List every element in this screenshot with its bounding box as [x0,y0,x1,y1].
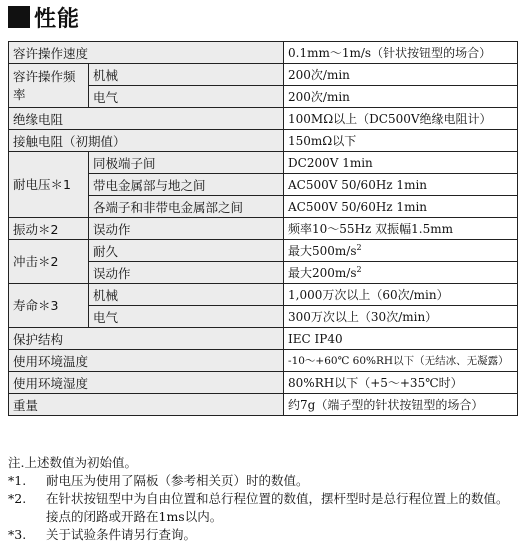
row-value: 约7g（端子型的针状按钮型的场合） [284,394,518,416]
row-value: DC200V 1min [284,152,518,174]
table-row [9,328,518,350]
row-sublabel: 带电金属部与地之间 [89,174,284,196]
superscript: 2 [356,243,362,252]
row-value [284,262,518,284]
row-sublabel: 电气 [89,86,284,108]
row-label: 绝缘电阻 [9,108,284,130]
row-value: AC500V 50/60Hz 1min [284,174,518,196]
note-intro: 注.上述数值为初始值。 [8,455,137,470]
row-label: 使用环境湿度 [9,372,284,394]
table-row [9,394,518,416]
row-value: -10～+60℃ 60%RH以下（无结冰、无凝露） [284,350,518,372]
note-marker: *3. [8,527,27,542]
table-row [9,152,518,174]
note-item [8,472,520,490]
table-row [9,284,518,306]
table-row [9,64,518,86]
row-label: 耐电压＊1 [9,152,89,218]
row-sublabel: 机械 [89,64,284,86]
row-sublabel: 误动作 [89,218,284,240]
section-title-text: 性能 [34,6,81,32]
row-label: 容许操作速度 [9,42,284,64]
row-value: 300万次以上（30次/min） [284,306,518,328]
row-value: 频率10～55Hz 双振幅1.5mm [284,218,518,240]
row-value: 1,000万次以上（60次/min） [284,284,518,306]
row-value: 100MΩ以上（DC500V绝缘电阻计） [284,108,518,130]
table-row [9,240,518,262]
row-value [284,240,518,262]
spec-table [8,41,518,416]
row-label: 保护结构 [9,328,284,350]
note-item [8,526,520,544]
row-label: 冲击＊2 [9,240,89,284]
table-row [9,218,518,240]
note-marker: *1. [8,473,27,488]
table-row [9,350,518,372]
section-title [8,2,80,32]
row-value: 0.1mm～1m/s（针状按钮型的场合） [284,42,518,64]
row-sublabel: 耐久 [89,240,284,262]
row-value: IEC IP40 [284,328,518,350]
row-value: 150mΩ以下 [284,130,518,152]
row-label: 重量 [9,394,284,416]
table-row [9,130,518,152]
row-label: 振动＊2 [9,218,89,240]
row-sublabel: 误动作 [89,262,284,284]
row-label: 接触电阻（初期值） [9,130,284,152]
row-value: 200次/min [284,86,518,108]
table-row [9,372,518,394]
row-value: 200次/min [284,64,518,86]
note-marker: *2. [8,491,27,506]
note-item [8,490,520,526]
row-value: AC500V 50/60Hz 1min [284,196,518,218]
note-text: 关于试验条件请另行查询。 [46,527,197,542]
table-row [9,42,518,64]
row-sublabel: 同极端子间 [89,152,284,174]
black-square-icon [8,6,30,28]
row-sublabel: 电气 [89,306,284,328]
row-label: 容许操作频率 [9,64,89,108]
note-text: 在针状按钮型中为自由位置和总行程位置的数值，摆杆型时是总行程位置上的数值。接点的闭路或开路在1ms以内。 [46,491,509,524]
row-label: 寿命＊3 [9,284,89,328]
row-label: 使用环境温度 [9,350,284,372]
row-sublabel: 各端子和非带电金属部之间 [89,196,284,218]
table-row [9,108,518,130]
superscript: 2 [356,265,362,274]
note-text: 耐电压为使用了隔板（参考相关页）时的数值。 [46,473,309,488]
value-text: 最大500m/s [288,244,357,258]
notes-section [8,454,520,544]
value-text: 最大200m/s [288,266,357,280]
row-value: 80%RH以下（+5～+35℃时） [284,372,518,394]
row-sublabel: 机械 [89,284,284,306]
